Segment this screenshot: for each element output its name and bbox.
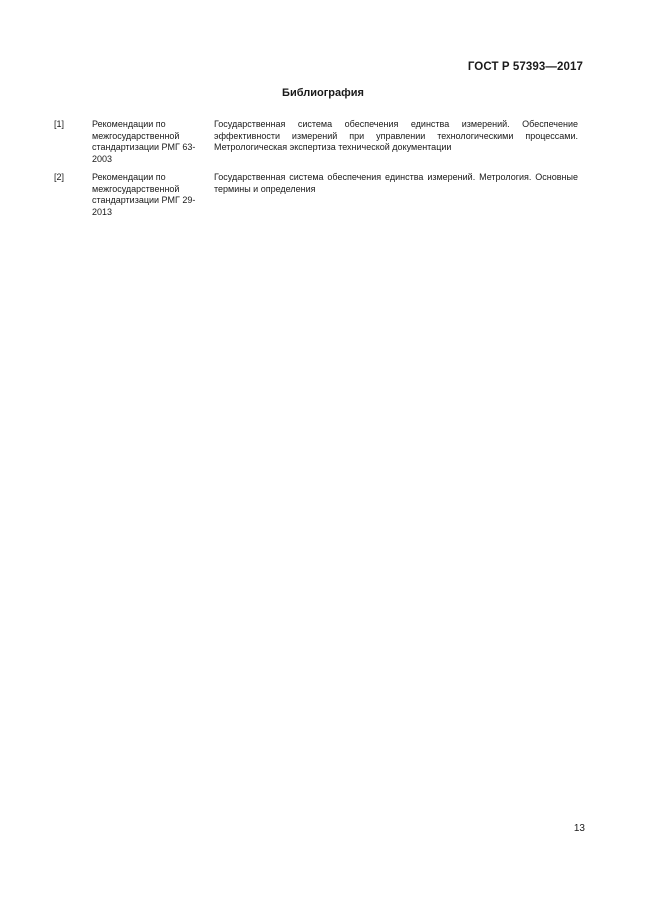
page-number: 13 (573, 823, 585, 834)
entry-number: [2] (54, 172, 65, 182)
document-code: ГОСТ Р 57393—2017 (467, 61, 583, 73)
section-title: Библиография (282, 87, 364, 99)
bibliography-entry (54, 172, 578, 218)
entry-description: Государственная система обеспечения единства измерений. Обеспечение эффективности измерений при управлении технологическими процессами. Метрологическая экспертиза технической документации (214, 119, 578, 152)
entry-source: Рекомендации по межгосударственной стандартизации РМГ 29-2013 (92, 172, 196, 217)
entry-number: [1] (54, 119, 65, 129)
bibliography-entry (54, 119, 578, 165)
entry-description: Государственная система обеспечения единства измерений. Метрология. Основные термины и определения (214, 172, 578, 194)
entry-source: Рекомендации по межгосударственной стандартизации РМГ 63-2003 (92, 119, 196, 164)
bibliography-list (54, 119, 578, 225)
